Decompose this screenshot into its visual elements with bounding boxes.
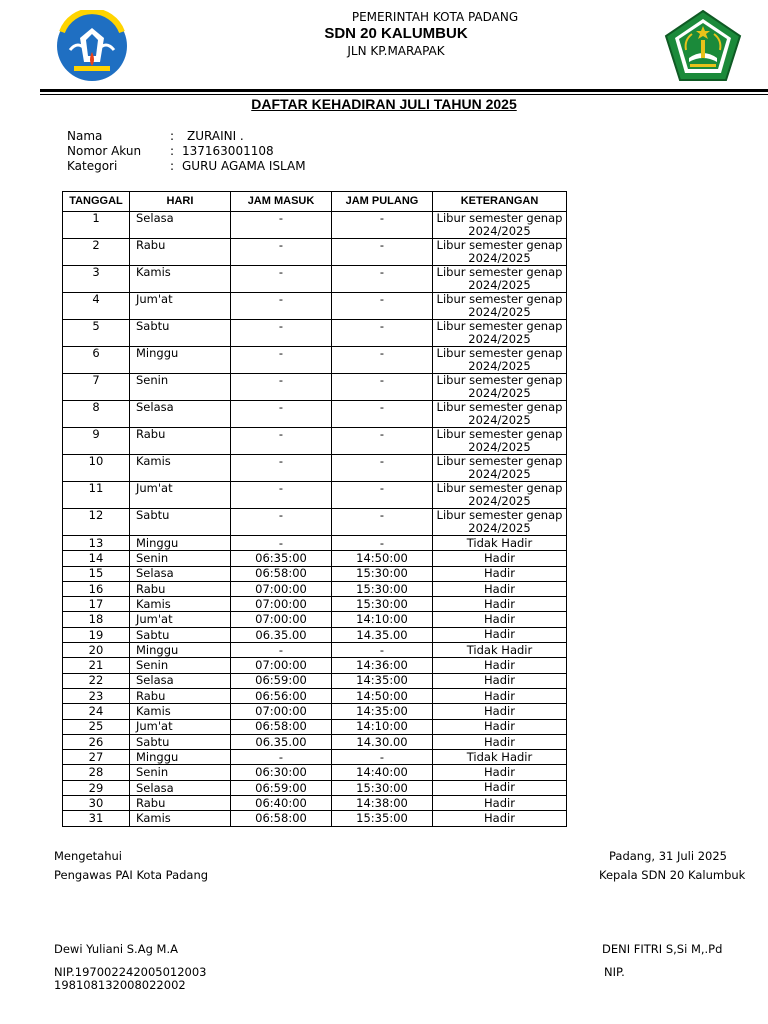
table-row	[63, 401, 567, 428]
cell-jam-masuk: -	[231, 509, 332, 536]
cell-jam-masuk: 07:00:00	[231, 704, 332, 719]
info-kategori-label: Kategori	[67, 159, 118, 173]
info-nama-label: Nama	[67, 129, 103, 143]
cell-hari: Selasa	[130, 212, 231, 239]
cell-keterangan: Hadir	[433, 780, 567, 795]
cell-jam-pulang: -	[332, 401, 433, 428]
cell-hari: Kamis	[130, 455, 231, 482]
cell-jam-pulang: 14:50:00	[332, 551, 433, 566]
cell-keterangan: Libur semester genap 2024/2025	[433, 239, 567, 266]
cell-jam-masuk: 06:40:00	[231, 796, 332, 811]
info-akun-value: 137163001108	[182, 144, 274, 158]
cell-hari: Selasa	[130, 401, 231, 428]
cell-jam-pulang: 14:10:00	[332, 719, 433, 734]
cell-jam-masuk: -	[231, 239, 332, 266]
cell-tanggal: 22	[63, 673, 130, 688]
cell-tanggal: 29	[63, 780, 130, 795]
table-row	[63, 551, 567, 566]
cell-keterangan: Libur semester genap 2024/2025	[433, 266, 567, 293]
cell-jam-pulang: -	[332, 212, 433, 239]
header-address: JLN KP.MARAPAK	[347, 44, 445, 58]
cell-hari: Sabtu	[130, 734, 231, 749]
cell-keterangan: Libur semester genap 2024/2025	[433, 212, 567, 239]
cell-jam-masuk: -	[231, 320, 332, 347]
footer-left-name: Dewi Yuliani S.Ag M.A	[54, 942, 178, 956]
info-akun-label: Nomor Akun	[67, 144, 142, 158]
cell-tanggal: 1	[63, 212, 130, 239]
cell-jam-masuk: -	[231, 212, 332, 239]
cell-keterangan: Hadir	[433, 551, 567, 566]
cell-keterangan: Hadir	[433, 719, 567, 734]
table-row	[63, 658, 567, 673]
cell-tanggal: 13	[63, 536, 130, 551]
cell-tanggal: 26	[63, 734, 130, 749]
table-row	[63, 509, 567, 536]
cell-hari: Jum'at	[130, 719, 231, 734]
table-row	[63, 536, 567, 551]
cell-keterangan: Hadir	[433, 765, 567, 780]
cell-tanggal: 15	[63, 566, 130, 581]
footer-right-nip: NIP.	[604, 965, 625, 979]
cell-jam-masuk: 07:00:00	[231, 658, 332, 673]
cell-jam-pulang: 14:36:00	[332, 658, 433, 673]
table-row	[63, 566, 567, 581]
cell-tanggal: 12	[63, 509, 130, 536]
cell-jam-masuk: -	[231, 536, 332, 551]
cell-keterangan: Libur semester genap 2024/2025	[433, 428, 567, 455]
cell-hari: Minggu	[130, 347, 231, 374]
cell-keterangan: Hadir	[433, 658, 567, 673]
cell-jam-pulang: 14.35.00	[332, 627, 433, 642]
footer-left-role: Pengawas PAI Kota Padang	[54, 868, 209, 882]
header-rule-thin	[40, 94, 768, 95]
header-rule-thick	[40, 89, 768, 92]
footer-right-name: DENI FITRI S,Si M,.Pd	[602, 942, 723, 956]
table-row	[63, 266, 567, 293]
cell-hari: Jum'at	[130, 293, 231, 320]
table-row	[63, 734, 567, 749]
attendance-table	[62, 191, 567, 827]
table-row	[63, 627, 567, 642]
cell-hari: Kamis	[130, 266, 231, 293]
cell-keterangan: Libur semester genap 2024/2025	[433, 293, 567, 320]
table-row	[63, 719, 567, 734]
cell-tanggal: 2	[63, 239, 130, 266]
cell-jam-pulang: -	[332, 643, 433, 658]
footer-left-nip2: 198108132008022002	[54, 978, 186, 992]
cell-hari: Sabtu	[130, 627, 231, 642]
cell-tanggal: 11	[63, 482, 130, 509]
footer-right-date: Padang, 31 Juli 2025	[609, 849, 727, 863]
cell-hari: Minggu	[130, 536, 231, 551]
cell-jam-masuk: 06:30:00	[231, 765, 332, 780]
cell-jam-masuk: 06:58:00	[231, 566, 332, 581]
cell-jam-pulang: -	[332, 293, 433, 320]
info-sep: :	[170, 144, 175, 158]
table-row	[63, 765, 567, 780]
cell-jam-pulang: -	[332, 347, 433, 374]
col-header-hari: HARI	[130, 192, 231, 212]
cell-tanggal: 20	[63, 643, 130, 658]
cell-jam-pulang: -	[332, 750, 433, 765]
cell-jam-pulang: 14:38:00	[332, 796, 433, 811]
cell-tanggal: 14	[63, 551, 130, 566]
cell-keterangan: Hadir	[433, 811, 567, 826]
cell-jam-pulang: -	[332, 509, 433, 536]
footer-left-nip: NIP.197002242005012003	[54, 965, 207, 979]
table-row	[63, 750, 567, 765]
cell-tanggal: 16	[63, 581, 130, 596]
table-row	[63, 347, 567, 374]
cell-jam-masuk: -	[231, 750, 332, 765]
cell-jam-masuk: -	[231, 374, 332, 401]
cell-tanggal: 21	[63, 658, 130, 673]
cell-keterangan: Libur semester genap 2024/2025	[433, 482, 567, 509]
cell-hari: Minggu	[130, 643, 231, 658]
cell-hari: Senin	[130, 765, 231, 780]
col-header-keterangan: KETERANGAN	[433, 192, 567, 212]
cell-jam-pulang: -	[332, 239, 433, 266]
cell-hari: Selasa	[130, 780, 231, 795]
cell-jam-pulang: -	[332, 266, 433, 293]
cell-hari: Rabu	[130, 239, 231, 266]
footer-mengetahui: Mengetahui	[54, 849, 122, 863]
cell-jam-pulang: -	[332, 536, 433, 551]
cell-hari: Sabtu	[130, 509, 231, 536]
cell-keterangan: Hadir	[433, 612, 567, 627]
cell-jam-pulang: 14:50:00	[332, 688, 433, 703]
cell-keterangan: Libur semester genap 2024/2025	[433, 455, 567, 482]
footer-right-role: Kepala SDN 20 Kalumbuk	[599, 868, 746, 882]
table-row	[63, 643, 567, 658]
cell-tanggal: 4	[63, 293, 130, 320]
table-row	[63, 811, 567, 826]
cell-jam-masuk: 06:58:00	[231, 719, 332, 734]
cell-hari: Senin	[130, 551, 231, 566]
cell-jam-masuk: -	[231, 401, 332, 428]
cell-jam-pulang: -	[332, 482, 433, 509]
cell-jam-masuk: -	[231, 266, 332, 293]
document-title: DAFTAR KEHADIRAN JULI TAHUN 2025	[251, 96, 517, 112]
table-row	[63, 212, 567, 239]
cell-hari: Rabu	[130, 428, 231, 455]
col-header-jam-masuk: JAM MASUK	[231, 192, 332, 212]
table-header-row	[63, 192, 567, 212]
cell-keterangan: Libur semester genap 2024/2025	[433, 374, 567, 401]
header-school: SDN 20 KALUMBUK	[324, 25, 468, 42]
cell-hari: Sabtu	[130, 320, 231, 347]
cell-tanggal: 8	[63, 401, 130, 428]
cell-jam-masuk: 06.35.00	[231, 627, 332, 642]
info-sep: :	[170, 129, 175, 143]
cell-hari: Selasa	[130, 673, 231, 688]
table-row	[63, 482, 567, 509]
cell-tanggal: 6	[63, 347, 130, 374]
table-row	[63, 704, 567, 719]
cell-hari: Senin	[130, 658, 231, 673]
cell-hari: Jum'at	[130, 482, 231, 509]
cell-tanggal: 5	[63, 320, 130, 347]
cell-jam-pulang: 14:10:00	[332, 612, 433, 627]
cell-keterangan: Tidak Hadir	[433, 750, 567, 765]
cell-keterangan: Hadir	[433, 673, 567, 688]
table-row	[63, 239, 567, 266]
cell-tanggal: 9	[63, 428, 130, 455]
header-gov: PEMERINTAH KOTA PADANG	[351, 10, 519, 24]
cell-jam-masuk: -	[231, 293, 332, 320]
cell-hari: Kamis	[130, 597, 231, 612]
cell-hari: Rabu	[130, 796, 231, 811]
cell-keterangan: Hadir	[433, 581, 567, 596]
table-row	[63, 581, 567, 596]
cell-jam-masuk: 07:00:00	[231, 612, 332, 627]
table-row	[63, 455, 567, 482]
cell-jam-pulang: 14:35:00	[332, 704, 433, 719]
cell-keterangan: Hadir	[433, 627, 567, 642]
table-row	[63, 320, 567, 347]
cell-tanggal: 28	[63, 765, 130, 780]
cell-jam-masuk: -	[231, 428, 332, 455]
cell-jam-masuk: 06:56:00	[231, 688, 332, 703]
cell-jam-pulang: -	[332, 320, 433, 347]
cell-hari: Jum'at	[130, 612, 231, 627]
cell-tanggal: 25	[63, 719, 130, 734]
cell-jam-masuk: 07:00:00	[231, 581, 332, 596]
cell-jam-masuk: -	[231, 482, 332, 509]
table-row	[63, 374, 567, 401]
cell-hari: Minggu	[130, 750, 231, 765]
cell-keterangan: Libur semester genap 2024/2025	[433, 347, 567, 374]
cell-tanggal: 7	[63, 374, 130, 401]
cell-jam-masuk: -	[231, 347, 332, 374]
cell-jam-masuk: 06:59:00	[231, 780, 332, 795]
cell-keterangan: Libur semester genap 2024/2025	[433, 320, 567, 347]
cell-jam-masuk: 06:35:00	[231, 551, 332, 566]
cell-jam-pulang: 14.30.00	[332, 734, 433, 749]
cell-hari: Kamis	[130, 704, 231, 719]
col-header-jam-pulang: JAM PULANG	[332, 192, 433, 212]
cell-jam-masuk: 07:00:00	[231, 597, 332, 612]
table-row	[63, 673, 567, 688]
cell-tanggal: 18	[63, 612, 130, 627]
cell-tanggal: 27	[63, 750, 130, 765]
cell-hari: Senin	[130, 374, 231, 401]
cell-tanggal: 10	[63, 455, 130, 482]
table-row	[63, 688, 567, 703]
cell-jam-masuk: -	[231, 455, 332, 482]
table-row	[63, 597, 567, 612]
cell-keterangan: Libur semester genap 2024/2025	[433, 401, 567, 428]
cell-hari: Kamis	[130, 811, 231, 826]
cell-jam-pulang: 15:30:00	[332, 780, 433, 795]
table-row	[63, 612, 567, 627]
cell-jam-masuk: 06.35.00	[231, 734, 332, 749]
cell-keterangan: Tidak Hadir	[433, 643, 567, 658]
cell-jam-masuk: -	[231, 643, 332, 658]
info-kategori-value: GURU AGAMA ISLAM	[182, 159, 306, 173]
cell-jam-pulang: 14:35:00	[332, 673, 433, 688]
cell-tanggal: 19	[63, 627, 130, 642]
cell-hari: Rabu	[130, 581, 231, 596]
cell-tanggal: 17	[63, 597, 130, 612]
cell-tanggal: 3	[63, 266, 130, 293]
info-nama-value: ZURAINI .	[187, 129, 244, 143]
cell-jam-masuk: 06:58:00	[231, 811, 332, 826]
cell-tanggal: 24	[63, 704, 130, 719]
table-row	[63, 428, 567, 455]
cell-jam-pulang: -	[332, 455, 433, 482]
cell-keterangan: Hadir	[433, 566, 567, 581]
info-sep: :	[170, 159, 175, 173]
cell-keterangan: Tidak Hadir	[433, 536, 567, 551]
cell-keterangan: Hadir	[433, 688, 567, 703]
table-row	[63, 780, 567, 795]
cell-hari: Selasa	[130, 566, 231, 581]
cell-jam-pulang: -	[332, 374, 433, 401]
cell-tanggal: 31	[63, 811, 130, 826]
cell-jam-pulang: 15:35:00	[332, 811, 433, 826]
table-row	[63, 293, 567, 320]
cell-keterangan: Hadir	[433, 704, 567, 719]
cell-jam-pulang: 14:40:00	[332, 765, 433, 780]
cell-hari: Rabu	[130, 688, 231, 703]
cell-keterangan: Hadir	[433, 796, 567, 811]
cell-jam-pulang: 15:30:00	[332, 597, 433, 612]
cell-jam-masuk: 06:59:00	[231, 673, 332, 688]
table-row	[63, 796, 567, 811]
cell-keterangan: Hadir	[433, 734, 567, 749]
cell-keterangan: Libur semester genap 2024/2025	[433, 509, 567, 536]
cell-jam-pulang: 15:30:00	[332, 566, 433, 581]
col-header-tanggal: TANGGAL	[63, 192, 130, 212]
cell-keterangan: Hadir	[433, 597, 567, 612]
cell-jam-pulang: 15:30:00	[332, 581, 433, 596]
cell-tanggal: 23	[63, 688, 130, 703]
cell-jam-pulang: -	[332, 428, 433, 455]
cell-tanggal: 30	[63, 796, 130, 811]
